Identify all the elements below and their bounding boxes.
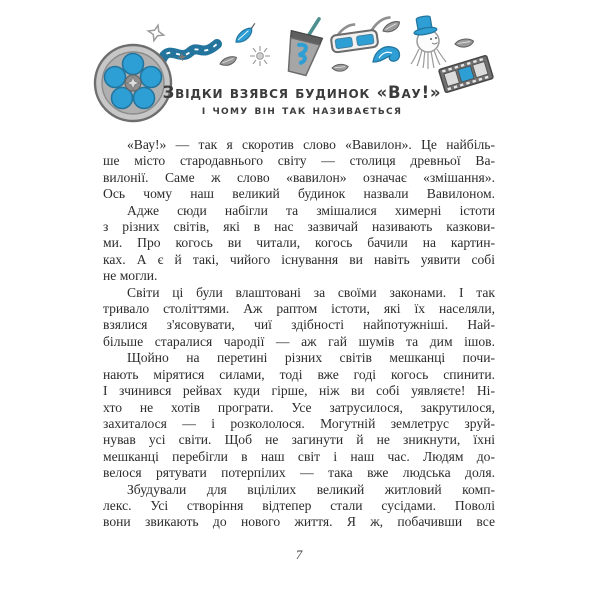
- wave-doodle-icon: [373, 47, 400, 62]
- body-line: Світи ці були влаштовані за своїми законами. І так: [127, 284, 495, 300]
- body-line: ми. Про когось ви читали, когось бачили на картин-: [103, 235, 495, 251]
- body-line: вони звикають до нового життя. Я ж, побачивши все: [103, 514, 495, 530]
- body-line: І зчинився рейвах куди гірше, ніж ви собі уявляєте! Ні-: [103, 383, 495, 399]
- body-line: з різних світів, які в нас зазвичай називають казкови-: [103, 219, 495, 235]
- body-line: Адже сюди набігли та змішалися химерні істоти: [127, 202, 495, 218]
- leaf-gray-3-icon: [455, 37, 474, 48]
- body-line: нають мірятися силами, тоді вже годі когось спинити.: [103, 366, 495, 382]
- chapter-title: [108, 84, 496, 118]
- chapter-title-line-1: Звідки взявся будинок «Вау!»: [162, 83, 442, 102]
- body-line: захиталося — і розкололося. Могутній землетрус зруй-: [103, 415, 495, 431]
- body-line: більше старалися чародії — аж гай шумів та дим ішов.: [103, 333, 495, 349]
- body-line: «Вау!» — так я скоротив слово «Вавилон». Це найбіль-: [127, 137, 495, 152]
- body-line: велося рятувати потерпілих — така вже людська доля.: [103, 465, 495, 481]
- body-line: мешканці перебігли в наш світ і наш час. Людям до-: [103, 448, 495, 464]
- paragraph: [103, 285, 495, 351]
- body-line: взялися з'ясовувати, чиї здібності найпотужніші. Най-: [103, 317, 495, 333]
- body-line: хто не хотів програти. Усе затрусилося, закрутилося,: [103, 399, 495, 415]
- body-line: Збудували для вцілілих великий житловий комп-: [127, 481, 495, 497]
- body-line: нував усі світи. Щоб не загинути й не зникнути, їхні: [103, 432, 495, 448]
- leaf-gray-2-icon: [382, 21, 401, 33]
- body-text: [103, 137, 495, 531]
- body-line: Ось чому наш великий будинок назвали Вавилоном.: [103, 186, 495, 202]
- body-line: Щойно на перетині різних світів мешканці почи-: [127, 350, 495, 366]
- body-line: вилонії. Саме ж слово «вавилон» означає «змішання».: [103, 169, 495, 185]
- leaf-blue-icon: [232, 23, 259, 44]
- chapter-title-line-2: і чому він так називається: [201, 102, 403, 118]
- paragraph: [103, 137, 495, 203]
- dandelion-puff-icon: [250, 46, 270, 66]
- leaf-gray-small-icon: [332, 62, 349, 73]
- body-line: не могли.: [103, 268, 158, 284]
- leaf-gray-icon: [219, 56, 237, 66]
- paragraph: [103, 350, 495, 481]
- film-ribbon-icon: [161, 44, 217, 62]
- paragraph: [103, 203, 495, 285]
- body-line: ше місто стародавнього світу — столиця древньої Ва-: [103, 153, 495, 169]
- body-line: тривало століттями. Аж раптом істоти, які їх населяли,: [103, 301, 495, 317]
- body-line: ках. А є й такі, чийого існування ви навіть уявити собі: [103, 251, 495, 267]
- page-number: 7: [295, 547, 303, 562]
- paper-cup-with-straw-icon: [282, 13, 327, 77]
- jellyfish-with-top-hat-icon: [411, 14, 446, 69]
- body-line: лекс. Усі створіння відтепер стали сусідами. Поволі: [103, 497, 495, 513]
- sparkle-star-icon: [146, 23, 166, 43]
- paragraph: [103, 482, 495, 531]
